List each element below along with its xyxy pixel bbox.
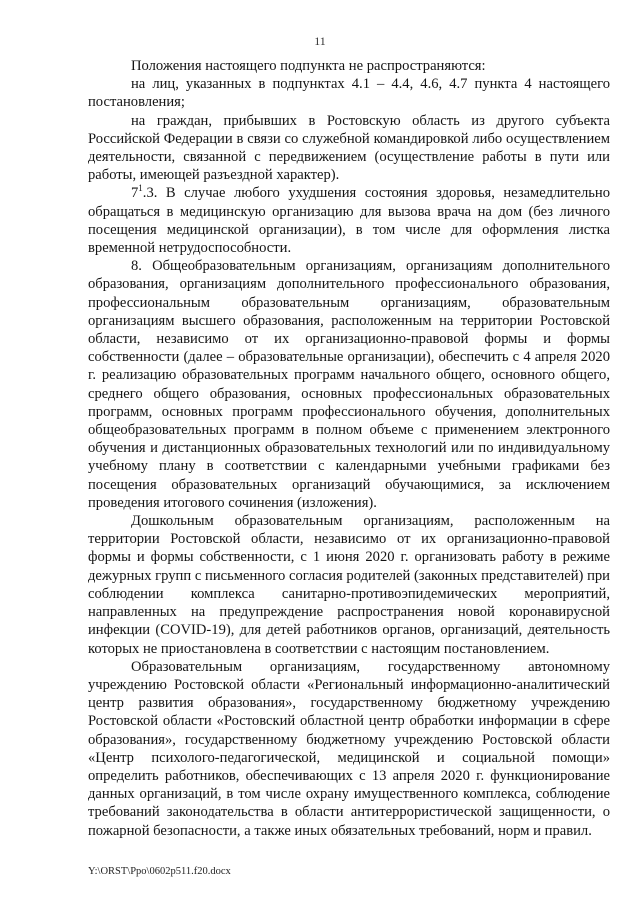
clause-number: 7 bbox=[131, 185, 139, 202]
paragraph-exceptions-intro: Положения настоящего подпункта не распространяются: bbox=[131, 58, 486, 74]
paragraph-health-deterioration bbox=[88, 184, 610, 257]
clause-superscript: 1 bbox=[138, 183, 143, 194]
paragraph-educational-organizations: 8. Общеобразовательным организациям, организациям дополнительного образования, организациям дополнительного профессионального образования, профессиональным образовательным организациям, образовательным организациям высшего образования, расположенным на территории Ростовской области, независимо от их организационно-правовой формы и формы собственности (далее – образовательные организации), обеспечить с 4 апреля 2020 г. реализацию образовательных программ начального общего, основного общего, среднего общего образования, основных профессиональных образовательных программ, основных программ профессионального обучения, дополнительных общеобразовательных программ в полном объеме с применением электронного обучения и дистанционных образовательных технологий или по индивидуальному учебному плану в соответствии с календарными учебными графиками без посещения образовательных организаций обучающимися, за исключением проведения итогового сочинения (изложения). bbox=[88, 258, 610, 511]
clause-text: .3. В случае любого ухудшения состояния здоровья, незамедлительно обращаться в медицинскую организацию для вызова врача на дом (без личного посещения медицинской организации), в том числе для оформления листка временной нетрудоспособности. bbox=[88, 185, 610, 257]
paragraph-exception-persons: на лиц, указанных в подпунктах 4.1 – 4.4, 4.6, 4.7 пункта 4 настоящего постановления; bbox=[88, 76, 610, 111]
document-body bbox=[88, 57, 610, 840]
paragraph-exception-citizens: на граждан, прибывших в Ростовскую область из другого субъекта Российской Федерации в связи со служебной командировкой либо осуществлением деятельности, связанной с передвижением (осуществление работы в пути или работы, имеющей разъездной характер). bbox=[88, 112, 610, 184]
footer-file-path: Y:\ORST\Ppo\0602p511.f20.docx bbox=[88, 866, 231, 877]
paragraph-preschool-organizations: Дошкольным образовательным организациям, расположенным на территории Ростовской области, независимо от их организационно-правовой формы и формы собственности, с 1 июня 2020 г. организовать работу в режиме дежурных групп с письменного согласия родителей (законных представителей) при соблюдении комплекса санитарно-противоэпидемических мероприятий, направленных на предупреждение распространения новой коронавирусной инфекции (COVID-19), для детей работников органов, организаций, деятельность которых не приостановлена в соответствии с настоящим постановлением. bbox=[88, 513, 610, 657]
paragraph-education-institutions: Образовательным организациям, государственному автономному учреждению Ростовской области «Региональный информационно-аналитический центр развития образования», государственному бюджетному учреждению Ростовской области «Ростовский областной центр обработки информации в сфере образования», государственному бюджетному учреждению Ростовской области «Центр психолого-педагогической, медицинской и социальной помощи» определить работников, обеспечивающих с 13 апреля 2020 г. функционирование данных организаций, в том числе охрану имущественного комплекса, соблюдение требований законодательства в области антитеррористической защищенности, о пожарной безопасности, а также иных обязательных требований, норм и правил. bbox=[88, 658, 610, 839]
page-number: 11 bbox=[314, 34, 326, 48]
